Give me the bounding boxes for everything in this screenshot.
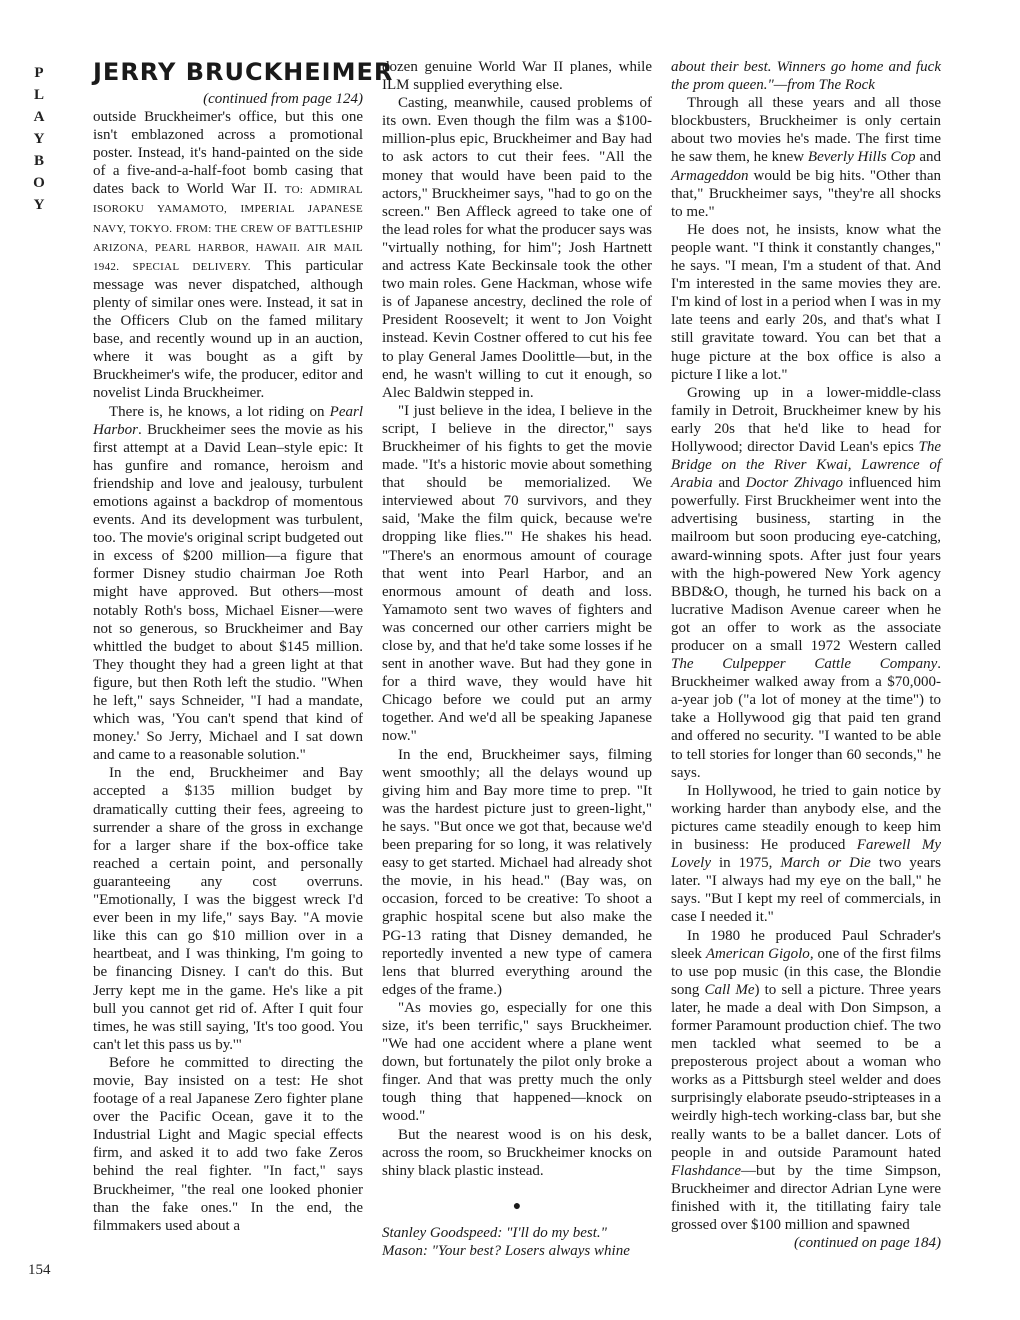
film-title: Pearl Harbor [93,403,363,438]
bomb-inscription: TO: ADMIRAL ISOROKU YAMAMOTO, IMPERIAL JAPANESE NAVY, TOKYO. FROM: THE CREW OF BATTLESHIP ARIZONA, PEARL HARBOR, HAWAII. AIR MAIL 1942. SPECIAL DELIVERY. [93,184,364,273]
film-title: Doctor Zhivago [745,475,844,492]
paragraph: dozen genuine World War II planes, while ILM supplied everything else. [382,59,652,94]
magazine-name-vertical [28,62,50,216]
continued-on-note: (continued on page 184) [793,1235,941,1252]
film-title: The Culpepper Cattle Company [671,656,938,673]
film-title: Lawrence of Arabia [671,457,941,492]
magazine-letter: O [33,175,45,191]
magazine-letter: B [33,153,44,169]
film-title: Flashdance [671,1162,741,1179]
paragraph: "As movies go, especially for one this size, it's been terrific," says Bruckheimer. "We had one accident where a plane went down, but fortunately the pilot only broke a finger. And that was pretty much the only tough thing that happened—knock on wood." [382,999,652,1125]
section-break-bullet: ● [512,1198,522,1214]
magazine-letter: Y [33,197,45,213]
paragraph: He does not, he insists, know what the people want. "I think it constantly changes," he says. "I mean, I'm a student of that. And I'm interested in the same movies they are. I'm kind of lost in a period when I was in my late teens and early 20s, and that's what I still gravitate toward. You can bet that a huge picture at the box office is also a picture I like a lot." [671,221,941,383]
article-headline: JERRY BRUCKHEIMER [93,58,394,86]
article-column-1 [93,58,394,1235]
film-quote-line: about their best. Winners go home and fuck the prom queen."—from The Rock [671,59,941,94]
paragraph: Casting, meanwhile, caused problems of its own. Even though the film was a $100-million-plus epic, Bruckheimer and Bay had to ask actors to cut their fees. "All the money that would have been paid to the actors," Bruckheimer says, "had to go on the screen." Ben Affleck agreed to take one of the lead roles for what the producer says was "virtually nothing, for him"; Josh Hartnett and actress Kate Beckinsale took the other two main roles. Gene Hackman, whose wife is of Japanese ancestry, declined the role of President Roosevelt; it went to Jon Voight instead. Kevin Costner offered to cut his fee to play General James Doolittle—but, in the end, he wasn't willing to cut it enough, so Alec Baldwin stepped in. [382,95,652,401]
magazine-letter: L [33,87,44,103]
magazine-letter: P [34,65,44,81]
article-column-2 [382,58,652,1260]
paragraph: In the end, Bruckheimer says, filming went smoothly; all the delays wound up giving him and Bay more time to prep. "It was the hardest picture just to green-light," he says. "But once we got that, because we'd been preparing for so long, it was relatively easy to get started. Michael had already shot the movie, in his head." (Bay was, on occasion, forced to be creative: To shoot a graphic hospital scene but also make the PG-13 rating that Disney demanded, he reportedly invented a new type of camera lens that blurred everything around the edges of the frame.) [382,746,652,998]
film-title: Farewell My Lovely [671,837,941,872]
page-number: 154 [28,1262,51,1278]
paragraph: Growing up in a lower-middle-class family in Detroit, Bruckheimer knew by his early 20s that he'd like to head for Hollywood; director David Lean's epics The Bridge on the River Kwai, Lawrence of Arabia and Doctor Zhivago influenced him powerfully. First Bruckheimer went into the advertising business, starting in the mailroom but soon producing eye-catching, award-winning spots. After just four years with the high-powered New York agency BBD&O, though, he turned his back on a lucrative Madison Avenue career when he got an offer to work as the associate producer on a small 1972 Western called The Culpepper Cattle Company. Bruckheimer walked away from a $70,000-a-year job ("a lot of money at the time") to take a Hollywood gig that paid ten grand and offered no security. "I wanted to be able to tell stories for longer than 60 seconds," he says. [671,384,941,781]
film-title: Armageddon [671,167,749,184]
film-title: March or Die [780,855,871,872]
song-title: Call Me [704,981,755,998]
magazine-letter: A [33,109,45,125]
film-quote-line: Mason: "Your best? Losers always whine [382,1242,630,1259]
paragraph: In Hollywood, he tried to gain notice by working harder than anybody else, and the pictures came steadily enough to keep him in business: He produced Farewell My Lovely in 1975, March or Die two years later. "I always had my eye on the ball," he says. "But I kept my reel of commercials, in case I needed it." [671,782,941,926]
article-column-3 [671,58,941,1252]
paragraph: There is, he knows, a lot riding on Pearl Harbor. Bruckheimer sees the movie as his first attempt at a David Lean–style epic: It has gunfire and romance, heroism and friendship and love and jealousy, turbulent emotions against a backdrop of momentous events. And its development was turbulent, too. The movie's original script budgeted out in excess of $200 million—a figure that former Disney studio chairman Joe Roth might have approved. But others—most notably Roth's boss, Michael Eisner—were not so generous, so Bruckheimer and Bay whittled the budget to about $145 million. They thought they had a green light at that figure, but then Roth left the studio. "When he left," says Schneider, "I had a mandate, which was, 'You can't spend that kind of money.' So Jerry, Michael and I sat down and came to a reasonable solution." [93,403,363,764]
paragraph: Before he committed to directing the movie, Bay insisted on a test: He shot footage of a real Japanese Zero fighter plane over the Pacific Ocean, gave it to the Industrial Light and Magic special effects firm, and asked it to add two fake Zeros behind the real fighter. "In fact," says Bruckheimer, "the real one looked phonier than the fake ones." In the end, the filmmakers used about a [93,1054,363,1234]
film-title: The Bridge on the River Kwai [671,438,941,474]
film-quote-line: Stanley Goodspeed: "I'll do my best." [382,1224,607,1241]
paragraph: Through all these years and all those blockbusters, Bruckheimer is only certain about two movies he's made. The first time he saw them, he knew Beverly Hills Cop and Armageddon would be big hits. "Other than that," Bruckheimer says, "they're all shocks to me." [671,95,941,220]
paragraph: In 1980 he produced Paul Schrader's sleek American Gigolo, one of the first films to use pop music (in this case, the Blondie song Call Me) to sell a picture. Three years later, he made a deal with Don Simpson, a former Paramount production chief. The two men tackled what seemed to be a preposterous project about a woman who works as a Pittsburgh steel welder and does surprisingly elaborate pseudo-stripteases in a weirdly high-tech working-class bar, but she really wants to be a ballet dancer. Lots of people in and outside Paramount hated Flashdance—but by the time Simpson, Bruckheimer and director Adrian Lyne were finished with it, the titillating fairy tale grossed over $100 million and spawned [671,927,942,1233]
film-title: American Gigolo [705,945,810,962]
continued-from-note: (continued from page 124) [203,91,363,107]
paragraph: "I just believe in the idea, I believe in the script, I believe in the director," says Bruckheimer of his fights to get the movie made. "It's a historic movie about something that should be memorialized. We interviewed about 70 survivors, and they said, 'Make the film quick, because we're dropping like flies.'" He shakes his head. "There's an enormous amount of courage that went into Pearl Harbor, and an enormous amount of death and loss. Yamamoto sent two waves of fighters and was concerned our other carriers might be close by, and that he'd take some losses if he sent in another wave. But had they gone in for a third wave, they would have hit Chicago before we could put an army together. And we'd all be speaking Japanese now." [382,402,652,745]
paragraph: outside Bruckheimer's office, but this one isn't emblazoned across a promotional poster. Instead, it's hand-painted on the side of a five-and-a-half-foot bomb casing that dates back to World War II. TO: ADMIRAL ISOROKU YAMAMOTO, IMPERIAL JAPANESE NAVY, TOKYO. FROM: THE CREW OF BATTLESHIP ARIZONA, PEARL HARBOR, HAWAII. AIR MAIL 1942. SPECIAL DELIVERY. This particular message was never dispatched, although plenty of similar ones were. Instead, it sat in the Officers Club on the famed military base, and recently wound up in an auction, where it was bought as a gift by Bruckheimer's wife, the producer, editor and novelist Linda Bruckheimer. [93,109,364,402]
film-title: Beverly Hills Cop [807,149,916,166]
magazine-letter: Y [33,131,45,147]
paragraph: In the end, Bruckheimer and Bay accepted a $135 million budget by dramatically cutting their fees, agreeing to surrender a share of the gross in exchange for a larger share if the box-office take reached a certain point, and personally guaranteeing any cost overruns. "Emotionally, I was the biggest wreck I'd ever been in my life," says Bay. "A movie like this can go $10 million over in a heartbeat, and I was thinking, I'm going to be financing Disney. I can't do this. But Jerry kept me in the game. He's like a pit bull you cannot get rid of. After I quit four times, he was still saying, 'It's too good. You can't let this pass us by.'" [93,765,363,1053]
paragraph: But the nearest wood is on his desk, across the room, so Bruckheimer knocks on shiny black plastic instead. [382,1126,652,1179]
